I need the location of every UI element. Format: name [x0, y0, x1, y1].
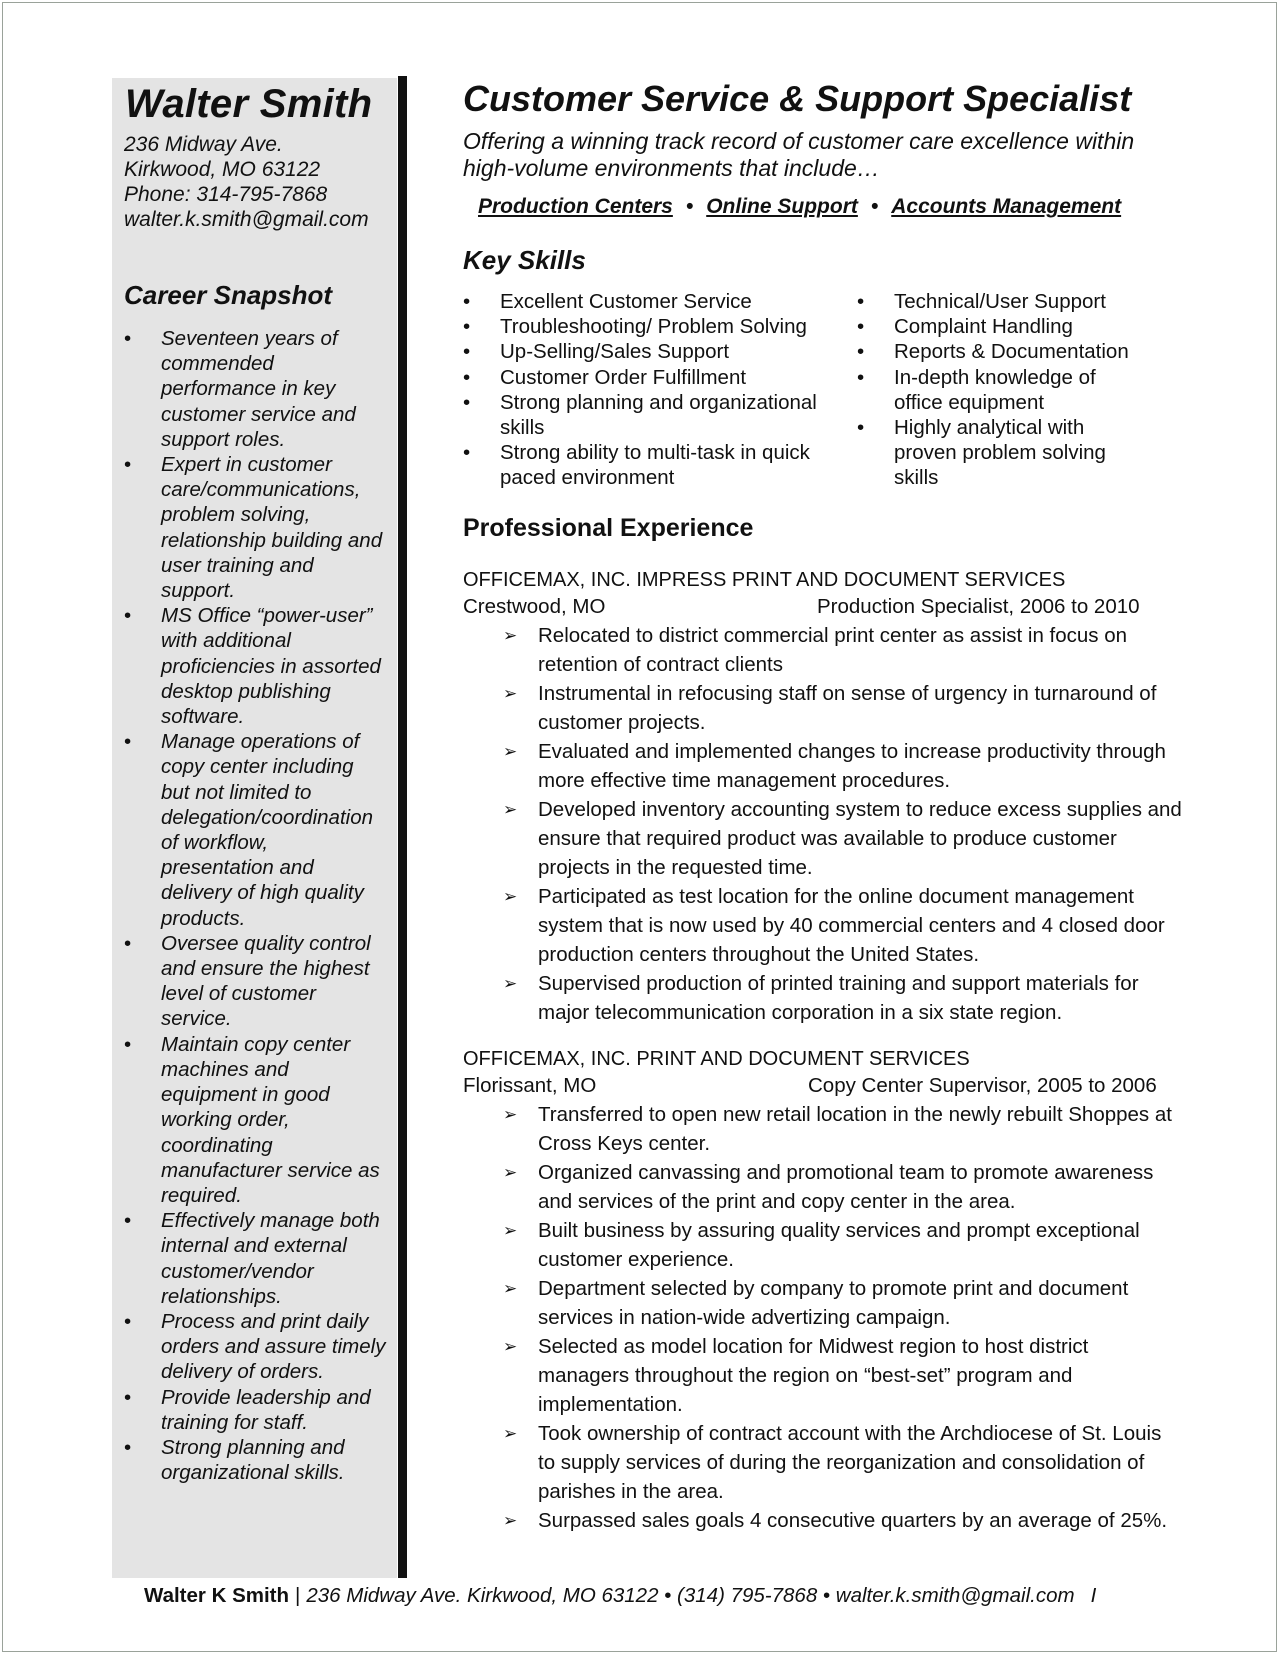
snapshot-item-text: Expert in customer care/communications, problem solving, relationship building and user training and support. — [161, 453, 383, 603]
skill-item — [857, 415, 1147, 491]
bullet-icon: • — [124, 931, 132, 955]
summary: Offering a winning track record of customer care excellence within high-volume environments that include… — [463, 128, 1135, 181]
duties-list — [463, 1100, 1183, 1535]
snapshot-item — [124, 326, 386, 452]
snapshot-item — [124, 603, 386, 729]
snapshot-item-text: Manage operations of copy center including but not limited to delegation/coordination of workflow, presentation and delivery of high quality products. — [161, 730, 373, 930]
area-separator: • — [870, 195, 879, 218]
duty-text: Transferred to open new retail location in the newly rebuilt Shoppes at Cross Keys center. — [538, 1103, 1172, 1155]
contact-block — [124, 132, 369, 232]
duty-text: Selected as model location for Midwest region to host district managers throughout the region on “best-set” program and implementation. — [538, 1335, 1089, 1416]
duty-text: Supervised production of printed training and support materials for major telecommunication corporation in a six state region. — [538, 972, 1139, 1024]
duty-item — [503, 795, 1183, 882]
duty-text: Department selected by company to promote print and document services in nation-wide advertizing campaign. — [538, 1277, 1129, 1329]
company-name: OFFICEMAX, INC. IMPRESS PRINT AND DOCUMENT SERVICES — [463, 569, 1066, 591]
duty-item — [503, 1274, 1183, 1332]
snapshot-item — [124, 1435, 386, 1485]
snapshot-item — [124, 1208, 386, 1309]
bullet-icon: • — [463, 365, 471, 389]
footer-contact: 236 Midway Ave. Kirkwood, MO 63122 • (314) 795-7868 • walter.k.smith@gmail.com — [306, 1584, 1075, 1607]
job-role: Copy Center Supervisor, 2005 to 2006 — [808, 1074, 1157, 1097]
candidate-name: Walter Smith — [125, 82, 373, 126]
duty-item — [503, 882, 1183, 969]
duty-text: Relocated to district commercial print center as assist in focus on retention of contract clients — [538, 624, 1128, 676]
job-location: Crestwood, MO — [463, 595, 606, 618]
arrow-bullet-icon: ➢ — [503, 887, 518, 906]
focus-area: Production Centers — [478, 195, 673, 218]
snapshot-item-text: Oversee quality control and ensure the highest level of customer service. — [161, 931, 371, 1031]
duty-text: Developed inventory accounting system to reduce excess supplies and ensure that required product was available to produce customer projects in the requested time. — [538, 798, 1182, 879]
city-line: Kirkwood, MO 63122 — [124, 158, 321, 181]
career-snapshot-heading: Career Snapshot — [124, 280, 333, 310]
footer-name: Walter K Smith — [144, 1584, 290, 1607]
skill-item — [857, 365, 1147, 415]
duty-item — [503, 1332, 1183, 1419]
skill-text: Excellent Customer Service — [500, 290, 752, 313]
duty-item — [503, 679, 1183, 737]
bullet-icon: • — [124, 1209, 132, 1233]
skill-item — [463, 365, 833, 390]
bullet-icon: • — [124, 730, 132, 754]
skill-item — [463, 339, 833, 364]
duty-item — [503, 1216, 1183, 1274]
job-meta — [463, 1072, 1183, 1100]
job-role: Production Specialist, 2006 to 2010 — [817, 595, 1140, 618]
job-entry — [463, 567, 1183, 1027]
bullet-icon: • — [463, 315, 471, 339]
skill-text: In-depth knowledge of office equipment — [894, 365, 1096, 414]
bullet-icon: • — [857, 365, 865, 389]
bullet-icon: • — [463, 390, 471, 414]
snapshot-item — [124, 729, 386, 931]
duty-text: Organized canvassing and promotional team to promote awareness and services of the print and copy center in the area. — [538, 1161, 1154, 1213]
bullet-icon: • — [124, 453, 132, 477]
key-skills-right-column — [857, 289, 1147, 491]
skill-item — [463, 289, 833, 314]
duty-item — [503, 1100, 1183, 1158]
arrow-bullet-icon: ➢ — [503, 626, 518, 645]
snapshot-item-text: Provide leadership and training for staff. — [161, 1385, 371, 1434]
duty-item — [503, 1506, 1183, 1535]
bullet-icon: • — [857, 340, 865, 364]
area-separator: • — [685, 195, 694, 218]
snapshot-item — [124, 452, 386, 603]
focus-areas — [478, 195, 1121, 219]
skill-item — [463, 314, 833, 339]
job-location: Florissant, MO — [463, 1074, 597, 1097]
skill-text: Troubleshooting/ Problem Solving — [500, 315, 807, 339]
duty-item — [503, 1158, 1183, 1216]
bullet-icon: • — [124, 327, 132, 350]
focus-area: Online Support — [706, 195, 858, 218]
duty-text: Evaluated and implemented changes to increase productivity through more effective time management procedures. — [538, 740, 1166, 792]
arrow-bullet-icon: ➢ — [503, 684, 518, 703]
skill-item — [857, 289, 1147, 314]
bullet-icon: • — [124, 1385, 132, 1409]
skill-item — [857, 314, 1147, 339]
focus-area: Accounts Management — [891, 195, 1122, 218]
snapshot-item — [124, 1032, 386, 1208]
job-title: Customer Service & Support Specialist — [463, 78, 1132, 119]
email-line[interactable]: walter.k.smith@gmail.com — [124, 208, 369, 231]
snapshot-item-text: Strong planning and organizational skills. — [161, 1435, 345, 1485]
arrow-bullet-icon: ➢ — [503, 974, 518, 993]
duty-item — [503, 737, 1183, 795]
footer — [144, 1584, 1096, 1608]
experience-heading: Professional Experience — [463, 514, 754, 542]
skill-text: Highly analytical with proven problem solving skills — [894, 416, 1106, 490]
duty-text: Participated as test location for the online document management system that is now used by 40 commercial centers and 4 closed door production centers throughout the United States. — [538, 885, 1165, 966]
skill-item — [857, 339, 1147, 364]
company-name: OFFICEMAX, INC. PRINT AND DOCUMENT SERVICES — [463, 1048, 970, 1070]
snapshot-item-text: Seventeen years of commended performance in key customer service and support roles. — [161, 327, 356, 451]
duty-item — [503, 1419, 1183, 1506]
address-line: 236 Midway Ave. — [124, 133, 283, 156]
key-skills-heading: Key Skills — [463, 245, 586, 275]
bullet-icon: • — [463, 441, 471, 465]
snapshot-item-text: Effectively manage both internal and external customer/vendor relationships. — [161, 1209, 380, 1308]
snapshot-item — [124, 931, 386, 1032]
duty-text: Took ownership of contract account with the Archdiocese of St. Louis to supply services of during the reorganization and consolidation of parishes in the area. — [538, 1422, 1162, 1503]
arrow-bullet-icon: ➢ — [503, 1511, 518, 1530]
snapshot-item-text: Maintain copy center machines and equipment in good working order, coordinating manufacturer service as required. — [161, 1032, 380, 1207]
footer-separator: | — [295, 1584, 301, 1607]
skill-item — [463, 440, 833, 490]
duty-item — [503, 621, 1183, 679]
bullet-icon: • — [463, 340, 471, 364]
bullet-icon: • — [124, 1032, 132, 1056]
bullet-icon: • — [124, 1309, 132, 1333]
bullet-icon: • — [857, 290, 865, 313]
skill-text: Strong ability to multi-task in quick paced environment — [500, 441, 810, 490]
phone-line: Phone: 314-795-7868 — [124, 183, 328, 206]
skill-text: Customer Order Fulfillment — [500, 365, 747, 389]
career-snapshot-list — [124, 326, 386, 1485]
arrow-bullet-icon: ➢ — [503, 1337, 518, 1356]
duty-text: Built business by assuring quality services and prompt exceptional customer experience. — [538, 1219, 1140, 1271]
job-meta — [463, 593, 1183, 621]
arrow-bullet-icon: ➢ — [503, 1163, 518, 1182]
duty-text: Instrumental in refocusing staff on sense of urgency in turnaround of customer projects. — [538, 682, 1157, 734]
arrow-bullet-icon: ➢ — [503, 1221, 518, 1240]
arrow-bullet-icon: ➢ — [503, 1424, 518, 1443]
snapshot-item-text: MS Office “power-user” with additional proficiencies in assorted desktop publishing software. — [161, 604, 381, 729]
bullet-icon: • — [857, 416, 865, 440]
bullet-icon: • — [124, 604, 132, 628]
skill-text: Technical/User Support — [894, 290, 1106, 313]
duties-list — [463, 621, 1183, 1027]
key-skills-left-column — [463, 289, 833, 491]
skill-text: Strong planning and organizational skills — [500, 390, 817, 440]
skill-text: Up-Selling/Sales Support — [500, 340, 730, 364]
arrow-bullet-icon: ➢ — [503, 742, 518, 761]
bullet-icon: • — [463, 290, 471, 313]
bullet-icon: • — [857, 315, 865, 339]
duty-text: Surpassed sales goals 4 consecutive quarters by an average of 25%. — [538, 1509, 1168, 1532]
arrow-bullet-icon: ➢ — [503, 800, 518, 819]
skill-text: Complaint Handling — [894, 315, 1073, 339]
skill-text: Reports & Documentation — [894, 340, 1129, 364]
arrow-bullet-icon: ➢ — [503, 1279, 518, 1298]
snapshot-item — [124, 1385, 386, 1435]
job-entry — [463, 1046, 1183, 1535]
bullet-icon: • — [124, 1435, 132, 1459]
arrow-bullet-icon: ➢ — [503, 1105, 518, 1124]
snapshot-item-text: Process and print daily orders and assure timely delivery of orders. — [161, 1309, 386, 1384]
sidebar-divider — [398, 76, 407, 1578]
duty-item — [503, 969, 1183, 1027]
footer-trailing-mark: I — [1090, 1584, 1097, 1607]
skill-item — [463, 390, 833, 440]
snapshot-item — [124, 1309, 386, 1385]
